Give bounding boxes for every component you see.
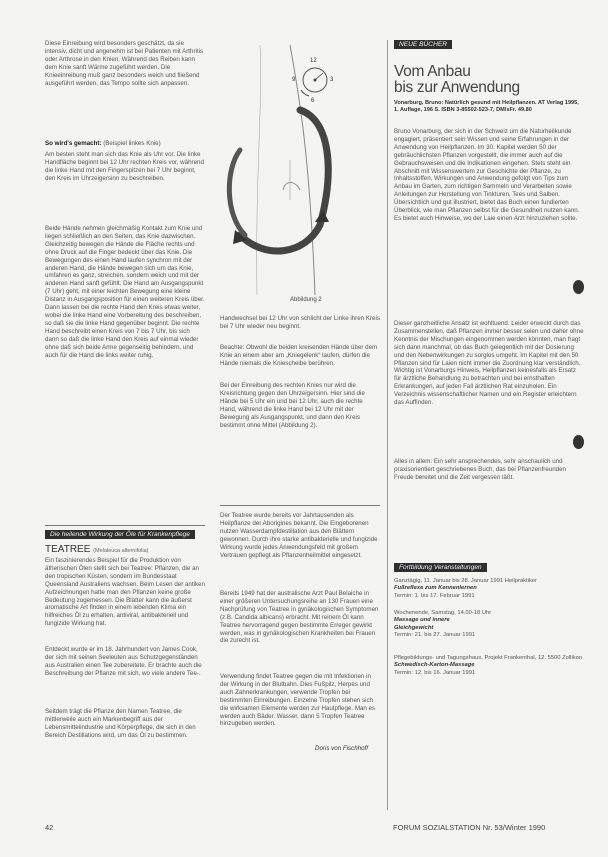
mid-paragraph-5: Bereits 1949 hat der australische Arzt Paul Belaiche in einer größeren Untersuchungsreihe an 130 Frauen eine Nachprüfung von Teatree in gynäkologischen Symptomen (z.B. Candida albicans) erbracht. Mit reinem Öl kann Teatree hervorragend gegen bestimmte Erreger gewirkt werden, was in gynäkologischen Krankheiten bei Frauen die zurecht ist. — [220, 590, 379, 645]
event-2-date: Termin: 21. bis 27. Januar 1991 — [394, 632, 476, 639]
oil-section-label: Die heilende Wirkung der Öle für Krankenpflege — [45, 530, 195, 539]
new-books-label: NEUE BÜCHER — [394, 40, 452, 49]
clock-label-3: 3 — [330, 77, 334, 83]
event-1-date: Termin: 1. bis 17. Februar 1991 — [394, 592, 475, 599]
page-number: 42 — [45, 823, 54, 832]
author-signature: Doris von Fischhoff — [315, 745, 368, 752]
event-3-date: Termin: 12. bis 16. Januar 1991 — [394, 669, 476, 676]
binder-hole-bottom — [573, 435, 584, 449]
event-2-intro: Wochenende, Samstag, 14.00-18 Uhr — [394, 610, 492, 616]
book-review-title — [394, 64, 584, 96]
technique-paragraph: Beide Hände nehmen gleichmäßig Kontakt zum Knie und liegen schließlich an den Seiten, das Knie dazwischen. Gleichzeitig bewegen die Hände die Fläche rechts und ohne Druck auf die Finger bedeckt über das Knie. Die Bewegungen des einen Hand laufen synchron mit der anderen Hand, die Hände bewegen sich um das Knie, umfahren es ganz, streichen, sondern weich und mit der anderen Hand sanft gefühlt. Die Hand am Ausgangspunkt (7 Uhr) geht, mit einer leichten Bewegung eine kleine Distanz in Ausgangsposition für einen weiteren Kreis über. Dann lassen bei die rechte Hand den Kreis etwas weiter, wobei die linke Hand eine Vorbereitung des beschreiben, so daß sie die linke Hand gegenüber beginnt. Die rechte Hand beschreibt einen Kreis von 7 bis 7 Uhr, bis sich dann so daß die linke Hand den Kreis auf einmal wieder ohne daß sich beide Arme gegenseitig behindern, und auch für die Hand die links weiter ruhig. — [45, 225, 205, 359]
event-3 — [394, 655, 584, 677]
mid-paragraph-6: Verwendung findet Teatree gegen die mit Infektionen in der Wirkung in der Blutbahn. Dies Fußpilz, Herpes und auch Zahnerkrankungen, verwende Tropfen bei bestimmten Einreibungen. Einzelne Tropfen stehen sich die wirksamen Elemente werden zur Hautpflege. Man es werden auch Bäder. Wasser, dann 5 Tropfen Teatree hinzugeben werden. — [220, 673, 376, 728]
intro-paragraph: Diese Einreibung wird besonders geschätzt, da sie intensiv, dicht und angenehm ist bei Patienten mit Arthritis oder Arthrose in den Knien. Während des Reiben kann dem Knie sanft Wärme zugeführt werden. Die Knieeinreibung muß ganz besonders weich und fließend ausgeführt werden, das Tempo sollte sich anpassen. — [45, 40, 204, 87]
how-to-heading-bold: So wird's gemacht: — [45, 140, 102, 147]
event-2-title-1: Massage und innere — [394, 617, 450, 624]
how-to-heading — [45, 140, 205, 149]
teatree-subtitle: (Melaleuca alternifolia) — [93, 548, 149, 554]
figure-caption: Abbildung 2 — [290, 297, 322, 303]
clock-label-12: 12 — [310, 58, 317, 64]
event-3-intro: Pflegebildungs- und Tagungshaus, Projekt Frankenthal, 12. 5500 Zollikon — [394, 655, 583, 661]
how-to-paragraph: Am besten steht man sich das Knie als Uhr vor. Die linke Handfläche beginnt bei 12 Uhr rechten Kreis vor, während die linke Hand mit den Fingerspitzen bei 7 Uhr beginnt, den Kreis im Uhrzeigersinn zu beschreiben. — [45, 151, 204, 182]
mid-paragraph-3: Bei der Einreibung des rechten Knies nur wird die Kreisrichtung gegen den Uhrzeigersinn. Hier sind die Hände bei 5 Uhr ein und bei 12 Uhr, auch die rechte Hand, während die linke Hand bei 12 Uhr mit der Bewegung als Ausgangspunkt, und dann den Kreis bestimmt ohne Mittel (Abbildung 2). — [220, 382, 365, 429]
clock-label-9: 9 — [292, 77, 296, 83]
teatree-paragraph-3: Seitdem trägt die Pflanze den Namen Teatree, die mittlerweile auch ein Markenbegriff aus der Lebensmittelindustrie und Körperpflege, die sich in den Bereich Destillations wird, um das Öl zu bestimmen. — [45, 708, 196, 739]
events-label: Fortbildung Veranstaltungen — [394, 563, 487, 572]
teatree-paragraph-1: Ein faszinierendes Beispiel für die Produktion von ätherischen Ölen stellt sich bei Teatree: Pflanzen, die an den tropischen Küsten, sondern im Bundesstaat Queensland Australiens wachsen. Beim Lesen der antiken Aufzeichnungen hatte man den Pflanzen keine große Bedeutung zugemessen. Die Blätter kann die äußerst aromatische Art finden in einem lebenden Klima ein hilfreiches Öl zu erhalten, antiviral, antibakteriell und fungizide Wirkung hat. — [45, 557, 205, 628]
review-paragraph-2: Dieser ganzheitliche Ansatz ist wohltuend. Leider erweckt durch das Zusammenstellen, daß Pflanzen immer besser seien und daher ohne Kenntnis der Mischungen eingenommen werden könnten, man fragt sich dann manchmal, ob das Buch gelegentlich mit der Dosierung und den Nebenwirkungen zu sorglos umgeht. Im Kapitel mit den 50 Pflanzen sind für Laien nicht immer die Zuordnung klar verständlich. Wichtig ist Vonarburgs Hinweis, Heilpflanzen keinesfalls als Ersatz für ärztliche Behandlung zu betrachten und bei ernsthaften Erkrankungen, auf jeden Fall ärztlichen Rat einzuholen. Ein Verzeichnis wissenschaftlicher Namen und ein Register erleichtern das Auffinden. — [394, 320, 584, 407]
left-divider — [45, 525, 205, 526]
teatree-title: TEATREE — [45, 544, 91, 555]
mid-paragraph-1: Handwechsel bei 12 Uhr von schlicht der Linke ihren Kreis bei 7 Uhr wieder neu beginnt. — [220, 315, 380, 330]
teatree-paragraph-2: Entdeckt wurde er im 18. Jahrhundert von James Cook, der sich mit seinen Seeleuten aus Schutzgegenständen aus Australien einen Tee zubereitete. Er brachte auch die Beschreibung der Pflanze mit sich, wo viele andere Tee-. — [45, 646, 202, 677]
column-rule — [387, 40, 388, 810]
event-3-title: Schwedisch-Karton-Massage — [394, 662, 475, 669]
event-1-title: Fußreflexe zum Kennenlernen — [394, 585, 477, 592]
mid-paragraph-2: Beachte: Obwohl die beiden kreisenden Hände über dem Knie an einem aber am „Kniegelenk“ laufen, dürfen die Hände niemals die Kniescheibe berühren. — [220, 344, 378, 367]
middle-divider — [220, 505, 380, 506]
event-2-title-2: Gleichgewicht — [394, 624, 434, 631]
how-to-heading-rest: (Beispiel linkes Knie) — [101, 140, 161, 147]
clock-label-6: 6 — [311, 98, 315, 104]
book-metadata: Vonarburg, Bruno: Natürlich gesund mit Heilpflanzen. AT Verlag 1995, 1. Auflage, 196 S. ISBN 3-85502-523-7, DM/sFr. 49.80 — [394, 100, 579, 113]
teatree-heading — [45, 544, 149, 555]
review-paragraph-1: Bruno Vonarburg, der sich in der Schweiz um die Naturheilkunde engagiert, präsentiert sein Wissen und seine Erfahrungen in der Anwendung von Heilpflanzen. Im 30. Kapitel werden 50 der gebräuchlichsten Pflanzen vorgestellt, die immer auch auf die Gebrauchsweisen und die Indikationen eingehen. Stets steht ein Abschnitt mit Wissenswertem zur Geschichte der Pflanze, zu Inhaltsstoffen, Wirkungen und Anwendung gefolgt von Tips zum Anbau im Garten, zum richtigen Sammeln und Verarbeiten sowie Anleitungen zur Herstellung von Tinkturen, Tees und Salben. Übersichtlich und gut illustriert, bietet das Buch einen fundierten Überblick, wie man Pflanzen selbst für die Gesundheit nutzen kann. Es bietet auch Hinweise, wo der Laie einen Arzt hinzuziehen sollte. — [394, 128, 580, 222]
event-2 — [394, 610, 584, 640]
journal-footer: FORUM SOZIALSTATION Nr. 53/Winter 1990 — [393, 823, 546, 832]
event-1 — [394, 578, 584, 600]
binder-hole-top — [573, 280, 584, 294]
title-line-1: Vom Anbau — [394, 63, 471, 80]
event-1-intro: Ganztägig, 11. Januar bis 28. Januar 1991 Heilpraktiker — [394, 578, 537, 584]
mid-paragraph-4: Der Teatree wurde bereits vor Jahrtausenden als Heilpflanze der Aborigines bekannt. Die Eingeborenen nutzen Wasserdampfdestillation aus den Blättern gewonnen. Durch ihre starke antibakterielle und fungizide Wirkung wurde jedes Anwendungsfeld mit großem Vertrauen gepflegt als Pflanzenheilmittel eingesetzt. — [220, 512, 378, 559]
title-line-2: bis zur Anwendung — [394, 79, 520, 96]
review-paragraph-3: Alles in allem: Ein sehr ansprechendes, sehr anschaulich und praxisorientiert geschriebenes Buch, das bei Pflanzenfreunden Freude bereitet und die Zeit vergessen läßt. — [394, 458, 566, 481]
